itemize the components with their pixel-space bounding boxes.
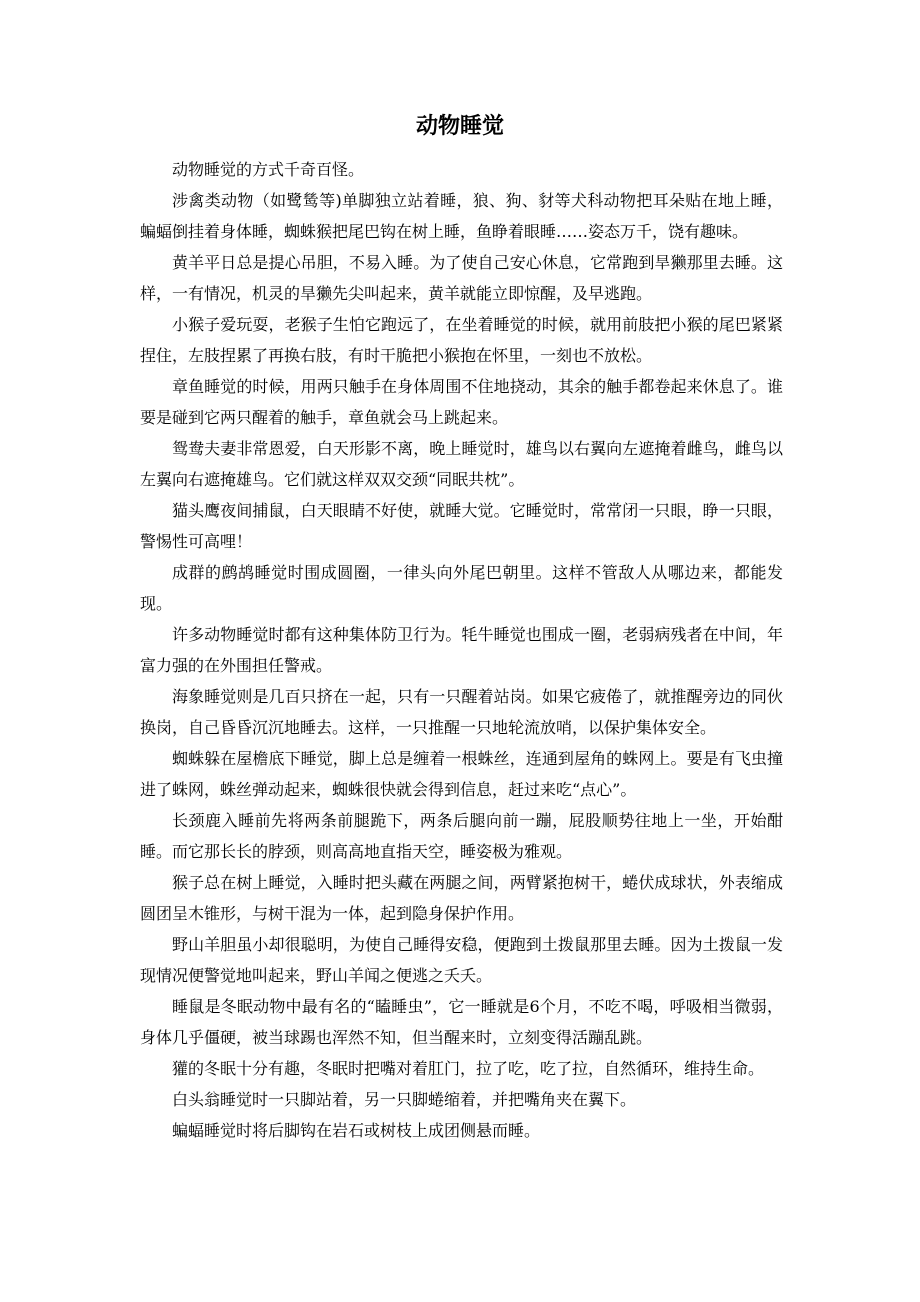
- paragraph: 野山羊胆虽小却很聪明，为使自己睡得安稳，便跑到土拨鼠那里去睡。因为土拨鼠一发现情况便警觉地叫起来，野山羊闻之便逃之夭夭。: [140, 935, 783, 985]
- paragraph: 蝙蝠睡觉时将后脚钩在岩石或树枝上成团侧悬而睡。: [172, 1121, 541, 1140]
- paragraph: 白头翁睡觉时一只脚站着，另一只脚蜷缩着，并把嘴角夹在翼下。: [172, 1090, 637, 1109]
- paragraph: 黄羊平日总是提心吊胆，不易入睡。为了使自己安心休息，它常跑到旱獭那里去睡。这样，一有情况，机灵的旱獭先尖叫起来，黄羊就能立即惊醒，及早逃跑。: [140, 253, 783, 303]
- document-body: [140, 154, 783, 1146]
- paragraph: 鸳鸯夫妻非常恩爱，白天形影不离，晚上睡觉时，雄鸟以右翼向左遮掩着雌鸟，雌鸟以左翼向右遮掩雄鸟。它们就这样双双交颈“同眠共枕”。: [140, 439, 783, 489]
- page-title: 动物睡觉: [415, 114, 504, 139]
- paragraph: 猫头鹰夜间捕鼠，白天眼睛不好使，就睡大觉。它睡觉时，常常闭一只眼，睁一只眼，警惕性可高哩！: [140, 501, 783, 551]
- paragraph: 猴子总在树上睡觉，入睡时把头藏在两腿之间，两臂紧抱树干，蜷伏成球状，外表缩成圆团呈木锥形，与树干混为一体，起到隐身保护作用。: [140, 873, 783, 923]
- paragraph: 涉禽类动物（如鹭鸶等)单脚独立站着睡，狼、狗、豺等犬科动物把耳朵贴在地上睡，蝙蝠倒挂着身体睡，蜘蛛猴把尾巴钩在树上睡，鱼睁着眼睡……姿态万千，饶有趣味。: [140, 191, 783, 241]
- paragraph: 许多动物睡觉时都有这种集体防卫行为。牦牛睡觉也围成一圈，老弱病残者在中间，年富力强的在外围担任警戒。: [140, 625, 783, 675]
- paragraph: 章鱼睡觉的时候，用两只触手在身体周围不住地挠动，其余的触手都卷起来休息了。谁要是碰到它两只醒着的触手，章鱼就会马上跳起来。: [140, 377, 783, 427]
- paragraph: 小猴子爱玩耍，老猴子生怕它跑远了，在坐着睡觉的时候，就用前肢把小猴的尾巴紧紧捏住，左肢捏累了再换右肢，有时干脆把小猴抱在怀里，一刻也不放松。: [140, 315, 783, 365]
- paragraph: 动物睡觉的方式千奇百怪。: [172, 160, 365, 179]
- paragraph: 蜘蛛躲在屋檐底下睡觉，脚上总是缠着一根蛛丝，连通到屋角的蛛网上。要是有飞虫撞进了蛛网，蛛丝弹动起来，蜘蛛很快就会得到信息，赶过来吃“点心”。: [140, 749, 783, 799]
- paragraph: 长颈鹿入睡前先将两条前腿跪下，两条后腿向前一蹦，屁股顺势往地上一坐，开始酣睡。而它那长长的脖颈，则高高地直指天空，睡姿极为雅观。: [140, 811, 783, 861]
- paragraph: 海象睡觉则是几百只挤在一起，只有一只醒着站岗。如果它疲倦了，就推醒旁边的同伙换岗，自己昏昏沉沉地睡去。这样，一只推醒一只地轮流放哨，以保护集体安全。: [140, 687, 783, 737]
- paragraph: 獾的冬眠十分有趣，冬眠时把嘴对着肛门，拉了吃，吃了拉，自然循环，维持生命。: [172, 1059, 765, 1078]
- paragraph: 睡鼠是冬眠动物中最有名的“瞌睡虫”，它一睡就是6个月，不吃不喝，呼吸相当微弱，身体几乎僵硬，被当球踢也浑然不知，但当醒来时，立刻变得活蹦乱跳。: [140, 997, 783, 1047]
- paragraph: 成群的鹧鸪睡觉时围成圆圈，一律头向外尾巴朝里。这样不管敌人从哪边来，都能发现。: [140, 563, 783, 613]
